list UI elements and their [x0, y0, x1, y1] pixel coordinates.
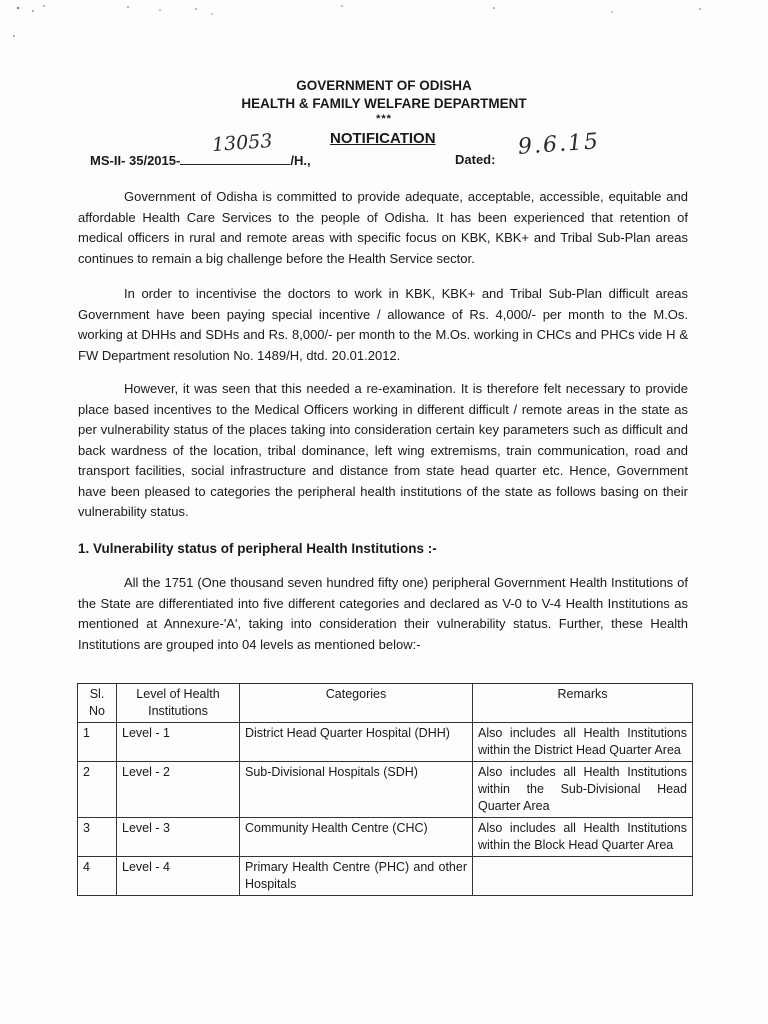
handwritten-number: 13053 [211, 129, 274, 157]
dated-label: Dated: [455, 152, 496, 167]
paragraph-incentive: In order to incentivise the doctors to work in KBK, KBK+ and Tribal Sub-Plan difficult areas Government have been paying special incentive / allowance of Rs. 4,000/- per month to the M.Os. working at DHHs and SDHs and Rs. 8,000/- per month to the M.Os. working in CHCs and PHCs vide H & FW Department resolution No. 1489/H, dtd. 20.01.2012. [78, 286, 688, 363]
stars-separator: *** [376, 113, 392, 125]
government-title: GOVERNMENT OF ODISHA [296, 78, 472, 93]
section-heading: 1. Vulnerability status of peripheral Health Institutions :- [78, 541, 437, 556]
cell-level: Level - 4 [117, 857, 240, 896]
cell-category: District Head Quarter Hospital (DHH) [240, 723, 473, 762]
cell-sl: 3 [78, 818, 117, 857]
cell-level: Level - 1 [117, 723, 240, 762]
cell-category: Primary Health Centre (PHC) and other Hospitals [240, 857, 473, 896]
cell-remarks [473, 857, 693, 896]
cell-category: Community Health Centre (CHC) [240, 818, 473, 857]
cell-sl: 2 [78, 762, 117, 818]
paragraph-vulnerability: All the 1751 (One thousand seven hundred fifty one) peripheral Government Health Institutions of the State are differentiated into five different categories and declared as V-0 to V-4 Health Institutions as mentioned at Annexure-'A', taking into consideration their vulnerability status. Further, these Health Institutions are grouped into 04 levels as mentioned below:- [78, 575, 688, 652]
header-categories: Categories [240, 684, 473, 723]
header-sl-no: Sl. No [78, 684, 117, 723]
paragraph-reexamination: However, it was seen that this needed a re-examination. It is therefore felt necessary to provide place based incentives to the Medical Officers working in different difficult / remote areas in the state as per vulnerability status of the places taking into consideration certain key parameters such as difficult and back wardness of the location, tribal dominance, left wing extremisms, train communication, road and transport facilities, social infrastructure and distance from state head quarter etc. Hence, Government have been pleased to categories the peripheral health institutions of the state as follows basing on their vulnerability status. [78, 381, 688, 519]
levels-table [77, 683, 693, 896]
notification-title: NOTIFICATION [330, 130, 436, 147]
header-level: Level of Health Institutions [117, 684, 240, 723]
table-row [78, 818, 693, 857]
cell-sl: 1 [78, 723, 117, 762]
table-row [78, 762, 693, 818]
cell-remarks: Also includes all Health Institutions within the Block Head Quarter Area [473, 818, 693, 857]
reference-prefix: MS-II- 35/2015- [90, 153, 181, 168]
handwritten-date: 9.6.15 [517, 129, 601, 160]
cell-remarks: Also includes all Health Institutions within the Sub-Divisional Head Quarter Area [473, 762, 693, 818]
reference-suffix: /H., [290, 153, 311, 168]
header-remarks: Remarks [473, 684, 693, 723]
cell-sl: 4 [78, 857, 117, 896]
paragraph-commitment: Government of Odisha is committed to provide adequate, acceptable, accessible, equitable and affordable Health Care Services to the people of Odisha. It has been experienced that retention of medical officers in rural and remote areas with specific focus on KBK, KBK+ and Tribal Sub-Plan areas continues to remain a big challenge before the Health Service sector. [78, 189, 688, 266]
table-row [78, 723, 693, 762]
cell-level: Level - 3 [117, 818, 240, 857]
table-header-row [78, 684, 693, 723]
cell-remarks: Also includes all Health Institutions within the District Head Quarter Area [473, 723, 693, 762]
cell-level: Level - 2 [117, 762, 240, 818]
department-title: HEALTH & FAMILY WELFARE DEPARTMENT [241, 96, 527, 111]
scan-specks [0, 0, 768, 40]
cell-category: Sub-Divisional Hospitals (SDH) [240, 762, 473, 818]
reference-blank [180, 152, 290, 165]
table-row [78, 857, 693, 896]
reference-line [90, 152, 311, 168]
